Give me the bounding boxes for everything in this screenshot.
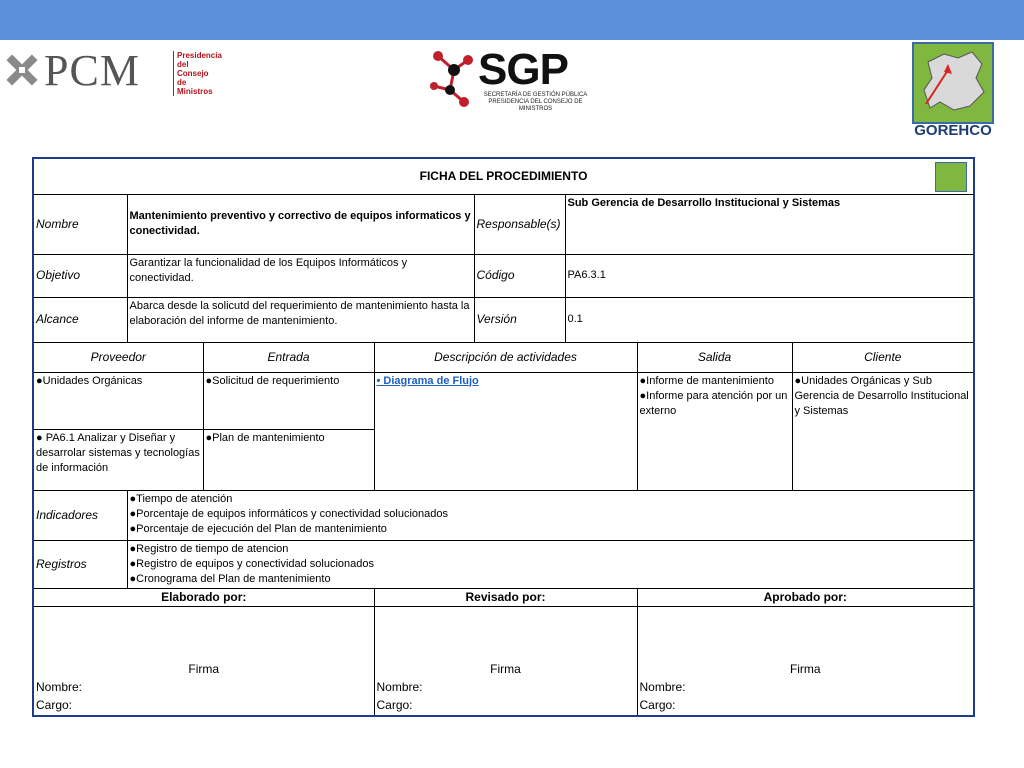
- gorehco-wordmark: GOREHCO: [914, 122, 992, 139]
- objetivo-label: Objetivo: [33, 254, 127, 297]
- entrada-header: Entrada: [203, 342, 374, 372]
- indicador-item: ●Porcentaje de ejecución del Plan de mantenimiento: [129, 522, 387, 535]
- gorehco-small-logo-icon: [935, 162, 967, 192]
- codigo-value: PA6.3.1: [565, 254, 974, 297]
- gorehco-logo: [912, 40, 994, 142]
- pcm-subtitle: Presidencia del Consejo de Ministros: [173, 51, 222, 96]
- top-banner: [0, 0, 1024, 40]
- pcm-emblem-icon: [2, 50, 42, 90]
- pcm-wordmark: PCM: [44, 46, 140, 95]
- descripcion-cell: [374, 372, 637, 490]
- cargo-field: Cargo:: [376, 698, 413, 712]
- cargo-field: Cargo:: [639, 698, 676, 712]
- proveedor-cell-1: ●Unidades Orgánicas: [33, 372, 203, 429]
- firma-label: Firma: [789, 662, 821, 676]
- indicador-item: ●Porcentaje de equipos informáticos y conectividad solucionados: [129, 507, 448, 520]
- sgp-wordmark: SGP: [478, 45, 568, 94]
- responsable-value: Sub Gerencia de Desarrollo Institucional y Sistemas: [565, 194, 974, 254]
- descripcion-header: Descripción de actividades: [374, 342, 637, 372]
- elaborado-header: Elaborado por:: [33, 588, 374, 606]
- salida-cell: [637, 372, 792, 490]
- nombre-field: Nombre:: [639, 680, 686, 694]
- firma-label: Firma: [188, 662, 220, 676]
- cargo-field: Cargo:: [36, 698, 73, 712]
- entrada-cell-2: ●Plan de mantenimiento: [203, 429, 374, 490]
- registro-item: ●Registro de tiempo de atencion: [129, 542, 289, 555]
- indicadores-list: [127, 490, 974, 540]
- revisado-signature-block: [374, 606, 637, 716]
- sgp-subtitle: SECRETARÍA DE GESTIÓN PÚBLICA PRESIDENCIA DEL CONSEJO DE MINISTROS: [483, 92, 588, 112]
- salida-item: ●Informe de mantenimiento: [639, 374, 774, 387]
- version-label: Versión: [474, 297, 565, 342]
- aprobado-signature-block: [637, 606, 974, 716]
- registros-label: Registros: [33, 540, 127, 588]
- objetivo-value: Garantizar la funcionalidad de los Equipos Informáticos y conectividad.: [127, 254, 474, 297]
- procedure-form-table: [32, 157, 975, 717]
- elaborado-signature-block: [33, 606, 374, 716]
- codigo-label: Código: [474, 254, 565, 297]
- cliente-header: Cliente: [792, 342, 974, 372]
- registros-list: [127, 540, 974, 588]
- form-title: FICHA DEL PROCEDIMIENTO: [33, 158, 974, 194]
- nombre-label: Nombre: [33, 194, 127, 254]
- alcance-value: Abarca desde la solicutd del requerimiento de mantenimiento hasta la elaboración del informe de mantenimiento.: [127, 297, 474, 342]
- gorehco-map-icon: [912, 42, 994, 124]
- version-value: 0.1: [565, 297, 974, 342]
- entrada-cell-1: ●Solicitud de requerimiento: [203, 372, 374, 429]
- revisado-header: Revisado por:: [374, 588, 637, 606]
- cliente-cell: ●Unidades Orgánicas y Sub Gerencia de Desarrollo Institucional y Sistemas: [792, 372, 974, 490]
- proveedor-header: Proveedor: [33, 342, 203, 372]
- aprobado-header: Aprobado por:: [637, 588, 974, 606]
- nombre-field: Nombre:: [36, 680, 83, 694]
- nombre-field: Nombre:: [376, 680, 423, 694]
- sgp-logo: [428, 44, 598, 114]
- proveedor-cell-2: ● PA6.1 Analizar y Diseñar y desarrolar sistemas y tecnologías de información: [33, 429, 203, 490]
- sgp-network-icon: [428, 46, 478, 110]
- indicador-item: ●Tiempo de atención: [129, 492, 233, 505]
- registro-item: ●Registro de equipos y conectividad solucionados: [129, 557, 375, 570]
- diagrama-flujo-link[interactable]: • Diagrama de Flujo: [376, 374, 479, 387]
- pcm-logo: [0, 47, 220, 95]
- indicadores-label: Indicadores: [33, 490, 127, 540]
- responsable-label: Responsable(s): [474, 194, 565, 254]
- registro-item: ●Cronograma del Plan de mantenimiento: [129, 572, 331, 585]
- alcance-label: Alcance: [33, 297, 127, 342]
- salida-header: Salida: [637, 342, 792, 372]
- nombre-value: Mantenimiento preventivo y correctivo de equipos informaticos y conectividad.: [127, 194, 474, 254]
- salida-item: ●Informe para atención por un externo: [639, 389, 788, 417]
- firma-label: Firma: [490, 662, 521, 676]
